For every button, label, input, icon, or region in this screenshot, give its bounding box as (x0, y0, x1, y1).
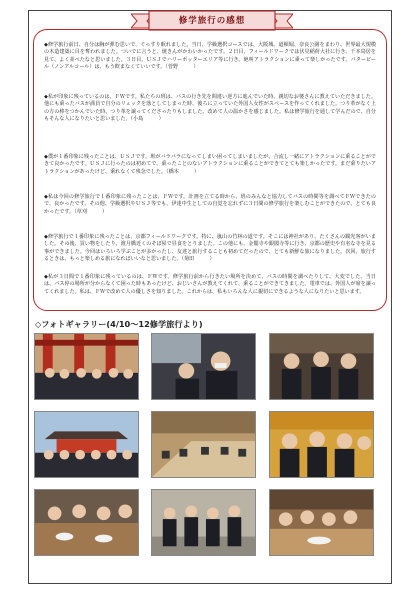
photo-students-indoors-smiling (269, 411, 374, 478)
report-4: ◆私は今回の修学旅行で１番印象に残ったことは、ＦＷです。計画を立てる時から、班のみんなと協力してバスの時間等を調べてＦＷできたので、良かったです。その他、学級選択やＵＳＪ等でも、伊達中生としての自覚を忘れずに３日間の修学旅行を楽しむことができたので、とても良かったです。（草刈 ） (44, 194, 376, 215)
photo-bus-students (151, 333, 256, 400)
photo-street-group (151, 489, 256, 556)
photo-dinner-hall (269, 489, 374, 556)
reports-frame (33, 29, 387, 311)
newsletter-page (28, 10, 392, 584)
report-6: ◆私が３日間で１番印象に残っているのは、ＦＷです。修学旅行前から行きたい場所を決めて、バスの時間を調べたりして、大変でした。当日は、バス停の場所が分からなくて困った時もあったけど、おじいさんが教えてくれて、乗ることができてきました。電車では、外国人が席を譲ってくれました。私は、ＦＷで改めて人の優しさを知りました。これからは、私もいろんな人に親切にできるような人になりたいと思います。 (44, 274, 376, 295)
page-title: 修学旅行の感想 (178, 16, 246, 26)
report-5: ◆修学旅行で１番印象に残ったことは、京都フィールドワークです。特に、嵐山の竹林の道です。そこには神社があり、たくさんの観光客がいました。その後、買い物をしたり、渡月橋近くのそば屋で昼食をとりました。この他にも、金閣寺や銀閣寺等に行き、京都の歴史や有名な寺を見る事ができました。今回はいろいろ学ぶことが多かったし、友達と旅行することも初めてだったので、とても新鮮な旅になりました。次回、旅行するときは、もっと楽しめる旅になればいいなと思いました。（菊田 ） (44, 234, 376, 263)
photo-students-dark-hall (269, 333, 374, 400)
photo-temple-group (34, 411, 139, 478)
gallery-title: ◇フォトギャラリー(4/10〜12修学旅行より) (35, 319, 203, 329)
report-1: ◆修学旅行前日、自分は胸が弾む思いで、ぐっすり眠れました。当日、学級選択コースでは、大阪城、道頓堀、奈良公園をまわり、世界最大規模の木造建築に目を奪われました。ついでに言うと、焼きんがかわいかったです。２日目、フィールドワークでは伏見稲荷大社に行き、千本鳥居を見て、よく並べたなと思いました。３日目、ＵＳＪでハリーポッターエリア等に行き、絶叫アトラクションに乗って楽しかったです。バタービール（ノンアルコール）は、もう飲まなくていいです。（菅野 ） (44, 42, 376, 71)
photo-restaurant-table (34, 489, 139, 556)
photo-torii-shrine-group (34, 333, 139, 400)
report-2: ◆私が印象に残っているのは、ＦＷです。私たちの班は、バスの行き先を間違い逆方に進んでいた時、親切なお婆さんに教えていただきました。他にも乗ったバスが満員で自分のリュックを落としてしまった時、後ろに立っていた外国人女性がスペースを作ってくれました。つり革がなく上の方の棒をつかんでいた時、つり革を譲ってくださったりもしました。改めて人の温かさを感じました。私は修学旅行を通して学んだので、自分もそんな人になりたいと思いました。（小島 ） (44, 94, 376, 123)
photo-hall-meal (151, 411, 256, 478)
report-3: ◆僕が１番印象に残ったことは、ＵＳＪです。班がバラバラになってしまい困ってしまいましたが、合流し一緒にアトラクションに乗ることができて良かったです。ＵＳＪに行ったのは初めてで、乗ったことのないアトラクションに乗ることができてとても楽しかったです。まだ乗りたいアトラクションがあったけど、乗れなくて残念でした。（橋本 ） (44, 154, 376, 175)
